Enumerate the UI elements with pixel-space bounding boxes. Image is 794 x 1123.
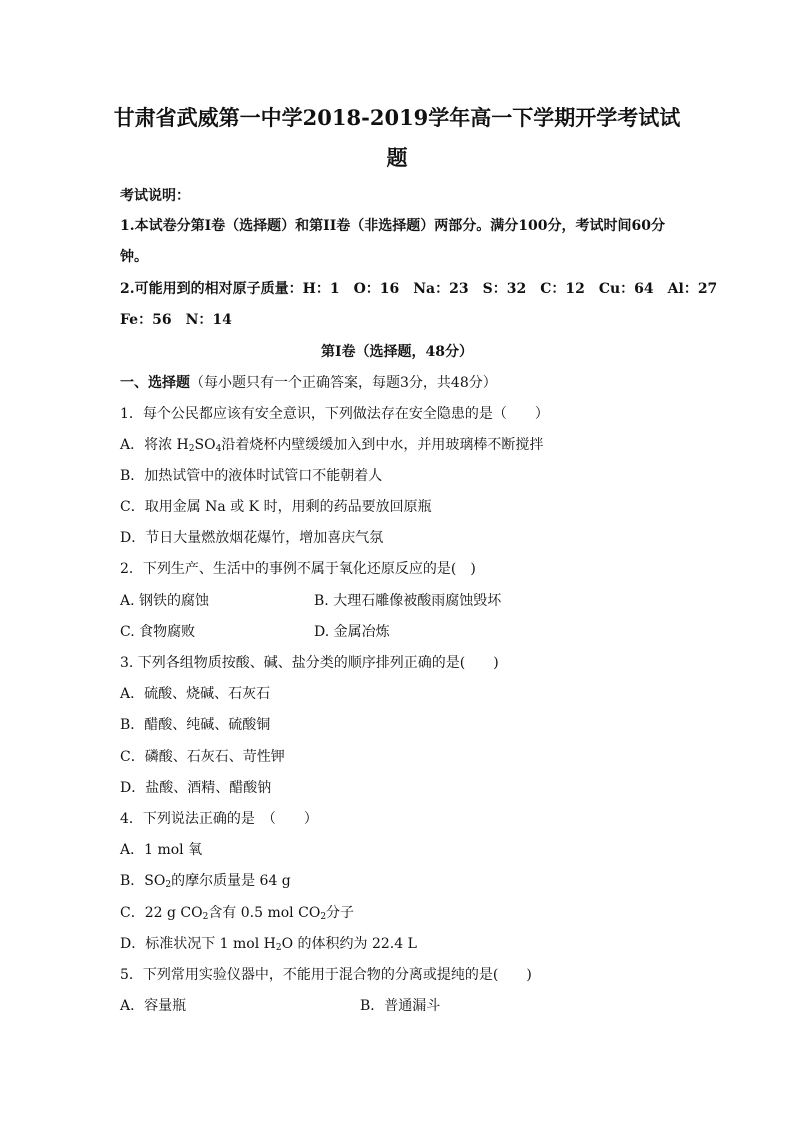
q2-option-a: A. 钢铁的腐蚀 — [120, 593, 210, 609]
q5-option-b: B．普通漏斗 — [360, 998, 441, 1014]
part-heading-label: 一、选择题 — [120, 375, 190, 391]
q2-options-row1 — [120, 591, 720, 611]
q4-stem: 4．下列说法正确的是 （ ） — [120, 811, 318, 827]
instruction-2-line2: Fe：56 N：14 — [120, 312, 232, 328]
instruction-2-line1: 2.可能用到的相对原子质量：H：1 O：16 Na：23 S：32 C：12 Cu：64 Al：27 — [120, 281, 718, 297]
q2-option-b: B. 大理石雕像被酸雨腐蚀毁坏 — [314, 593, 502, 609]
instruction-1-line1: 1.本试卷分第I卷（选择题）和第II卷（非选择题）两部分。满分100分，考试时间60分 — [120, 218, 665, 234]
q4-b-sub: 2 — [165, 880, 172, 890]
q3-stem: 3. 下列各组物质按酸、碱、盐分类的顺序排列正确的是( ) — [120, 655, 499, 671]
q3-option-d: D．盐酸、酒精、醋酸钠 — [120, 780, 272, 796]
q1-option-d: D．节日大量燃放烟花爆竹，增加喜庆气氛 — [120, 530, 384, 546]
q4-option-d — [120, 934, 720, 954]
q3-option-b: B．醋酸、纯碱、硫酸铜 — [120, 717, 271, 733]
q3-option-c: C．磷酸、石灰石、苛性钾 — [120, 749, 285, 765]
q5-option-a: A．容量瓶 — [120, 998, 187, 1014]
q4-c-text: 分子 — [326, 905, 355, 921]
q4-c-sub: 2 — [320, 912, 327, 922]
q2-options-row2 — [120, 622, 720, 642]
q1-a-text: 沿着烧杯内壁缓缓加入到中水，并用玻璃棒不断搅拌 — [221, 437, 544, 453]
instruction-1-line2: 钟。 — [120, 249, 148, 265]
q2-option-c: C. 食物腐败 — [120, 624, 196, 640]
q1-a-text: A．将浓 H — [120, 437, 189, 453]
q2-stem: 2．下列生产、生活中的事例不属于氧化还原反应的是( ) — [120, 561, 476, 577]
q4-c-sub: 2 — [202, 912, 209, 922]
q1-a-sub: 4 — [215, 444, 222, 454]
q4-b-text: 的摩尔质量是 64 g — [171, 873, 291, 889]
q1-option-c: C．取用金属 Na 或 K 时，用剩的药品要放回原瓶 — [120, 499, 432, 515]
q4-c-text: 含有 0.5 mol CO — [208, 905, 321, 921]
instructions-heading: 考试说明： — [120, 188, 190, 204]
q4-d-text: O 的体积约为 22.4 L — [281, 936, 417, 952]
section-title: 第I卷（选择题，48分） — [320, 344, 474, 360]
q4-d-sub: 2 — [275, 943, 282, 953]
q4-option-c — [120, 903, 720, 923]
q1-a-text: SO — [194, 437, 216, 453]
q5-stem: 5．下列常用实验仪器中，不能用于混合物的分离或提纯的是( ) — [120, 967, 532, 983]
q4-option-b — [120, 871, 720, 891]
q1-a-sub: 2 — [188, 444, 195, 454]
q4-option-a: A．1 mol 氧 — [120, 842, 203, 858]
part-heading-note: （每小题只有一个正确答案，每题3分，共48分） — [190, 375, 497, 391]
q4-c-text: C．22 g CO — [120, 905, 203, 921]
q1-option-a — [120, 435, 720, 455]
q3-option-a: A．硫酸、烧碱、石灰石 — [120, 686, 271, 702]
q4-b-text: B．SO — [120, 873, 166, 889]
part-heading — [120, 373, 720, 393]
q2-option-d: D. 金属冶炼 — [314, 624, 390, 640]
q1-option-b: B．加热试管中的液体时试管口不能朝着人 — [120, 468, 383, 484]
q1-stem: 1．每个公民都应该有安全意识，下列做法存在安全隐患的是（ ） — [120, 406, 549, 422]
exam-title-line1: 甘肃省武威第一中学2018-2019学年高一下学期开学考试试 — [113, 105, 681, 130]
q5-options-row1 — [120, 996, 720, 1016]
exam-title-line2: 题 — [386, 145, 408, 170]
q4-d-text: D．标准状况下 1 mol H — [120, 936, 276, 952]
